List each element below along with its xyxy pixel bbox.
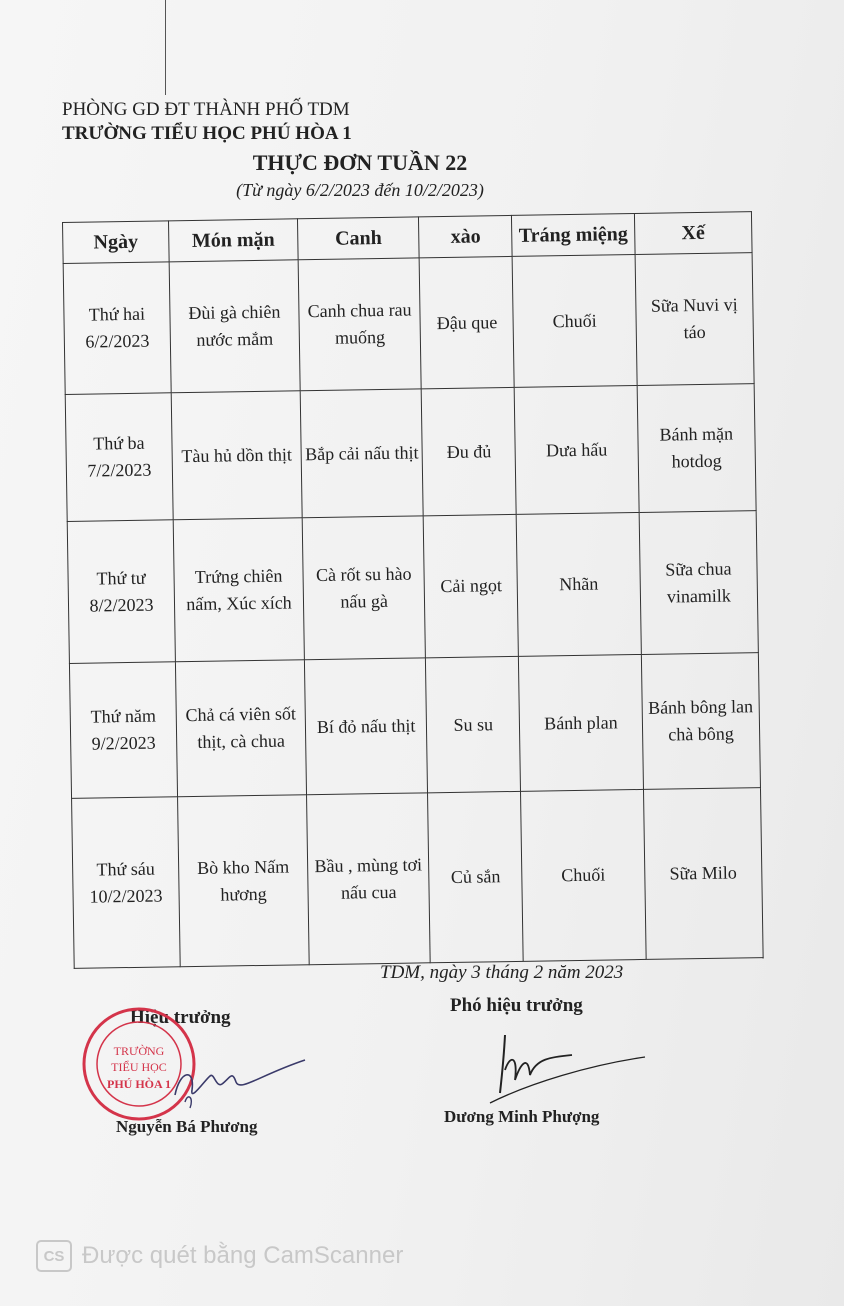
stir-fry-cell: Cải ngọt [424,514,519,657]
day-cell [72,797,181,969]
principal-signature [150,1040,310,1120]
soup-cell: Bí đỏ nấu thịt [304,658,428,795]
day-cell [63,262,171,395]
table-row [72,788,764,969]
col-header-stir-fry: xào [419,215,512,257]
col-header-day: Ngày [63,221,170,264]
day-date: 9/2/2023 [91,732,156,754]
snack-cell: Sữa chua vinamilk [639,511,758,655]
day-name: Thứ tư [96,567,146,588]
vice-principal-signature [460,1025,660,1105]
school-name: TRƯỜNG TIỂU HỌC PHÚ HÒA 1 [62,123,352,144]
stamp-line-2: TIỂU HỌC [111,1060,167,1074]
soup-cell: Cà rốt su hào nấu gà [302,516,426,660]
document-header [62,98,352,146]
watermark-text: Được quét bằng CamScanner [82,1242,404,1269]
day-name: Thứ hai [88,303,146,325]
camscanner-icon: CS [36,1240,72,1272]
day-date: 10/2/2023 [89,885,163,907]
principal-name: Nguyễn Bá Phương [116,1117,258,1136]
dessert-cell: Chuối [512,255,637,388]
snack-cell: Bánh mặn hotdog [637,384,756,513]
col-header-soup: Canh [297,217,419,260]
day-name: Thứ sáu [96,858,155,880]
snack-cell: Bánh bông lan chà bông [641,653,760,790]
principal-title: Hiệu trưởng [130,1007,231,1028]
col-header-main-dish: Món mặn [168,219,298,262]
col-header-snack: Xế [634,212,752,255]
stir-fry-cell: Củ sắn [428,791,524,962]
day-cell [65,393,173,522]
day-date: 6/2/2023 [85,330,150,352]
day-name: Thứ năm [90,705,157,727]
table-row [63,253,754,395]
paper-fold-line [165,0,166,95]
main-dish-cell: Bò kho Nấm hương [178,795,310,967]
soup-cell: Bắp cải nấu thịt [300,389,423,518]
main-dish-cell: Chả cá viên sốt thịt, cà chua [175,660,306,797]
soup-cell: Bầu , mùng tơi nấu cua [306,793,430,965]
vice-principal-title: Phó hiệu trưởng [450,995,583,1016]
stir-fry-cell: Su su [426,656,521,792]
main-dish-cell: Đùi gà chiên nước mắm [169,260,300,393]
snack-cell: Sữa Nuvi vị táo [635,253,754,386]
stamp-line-1: TRƯỜNG [113,1044,165,1058]
stir-fry-cell: Đậu que [420,256,515,388]
stamp-line-3: PHÚ HÒA 1 [106,1077,172,1091]
table-row [65,384,756,522]
day-name: Thứ ba [93,432,145,454]
weekly-menu-table [62,211,764,969]
stir-fry-cell: Đu đủ [422,387,517,515]
dessert-cell: Chuối [521,789,646,961]
snack-cell: Sữa Milo [643,788,763,960]
day-cell [69,662,177,799]
main-dish-cell: Tàu hủ dồn thịt [171,391,302,520]
soup-cell: Canh chua rau muống [298,258,421,391]
vice-principal-name: Dương Minh Phượng [444,1107,600,1126]
dessert-cell: Dưa hấu [514,385,638,514]
day-date: 7/2/2023 [87,459,152,481]
main-dish-cell: Trứng chiên nấm, Xúc xích [173,518,304,662]
menu-title: THỰC ĐƠN TUẦN 22 [252,150,468,175]
camscanner-watermark [36,1240,403,1272]
table-row [69,653,760,799]
day-cell [67,520,175,664]
dessert-cell: Bánh plan [519,654,644,791]
col-header-dessert: Tráng miệng [512,214,635,257]
table-row [67,511,758,664]
date-range: (Từ ngày 6/2/2023 đến 10/2/2023) [236,180,484,200]
place-and-date: TDM, ngày 3 tháng 2 năm 2023 [380,962,624,983]
dessert-cell: Nhãn [516,512,641,656]
department-name: PHÒNG GD ĐT THÀNH PHỐ TDM [62,99,350,120]
day-date: 8/2/2023 [89,594,154,616]
